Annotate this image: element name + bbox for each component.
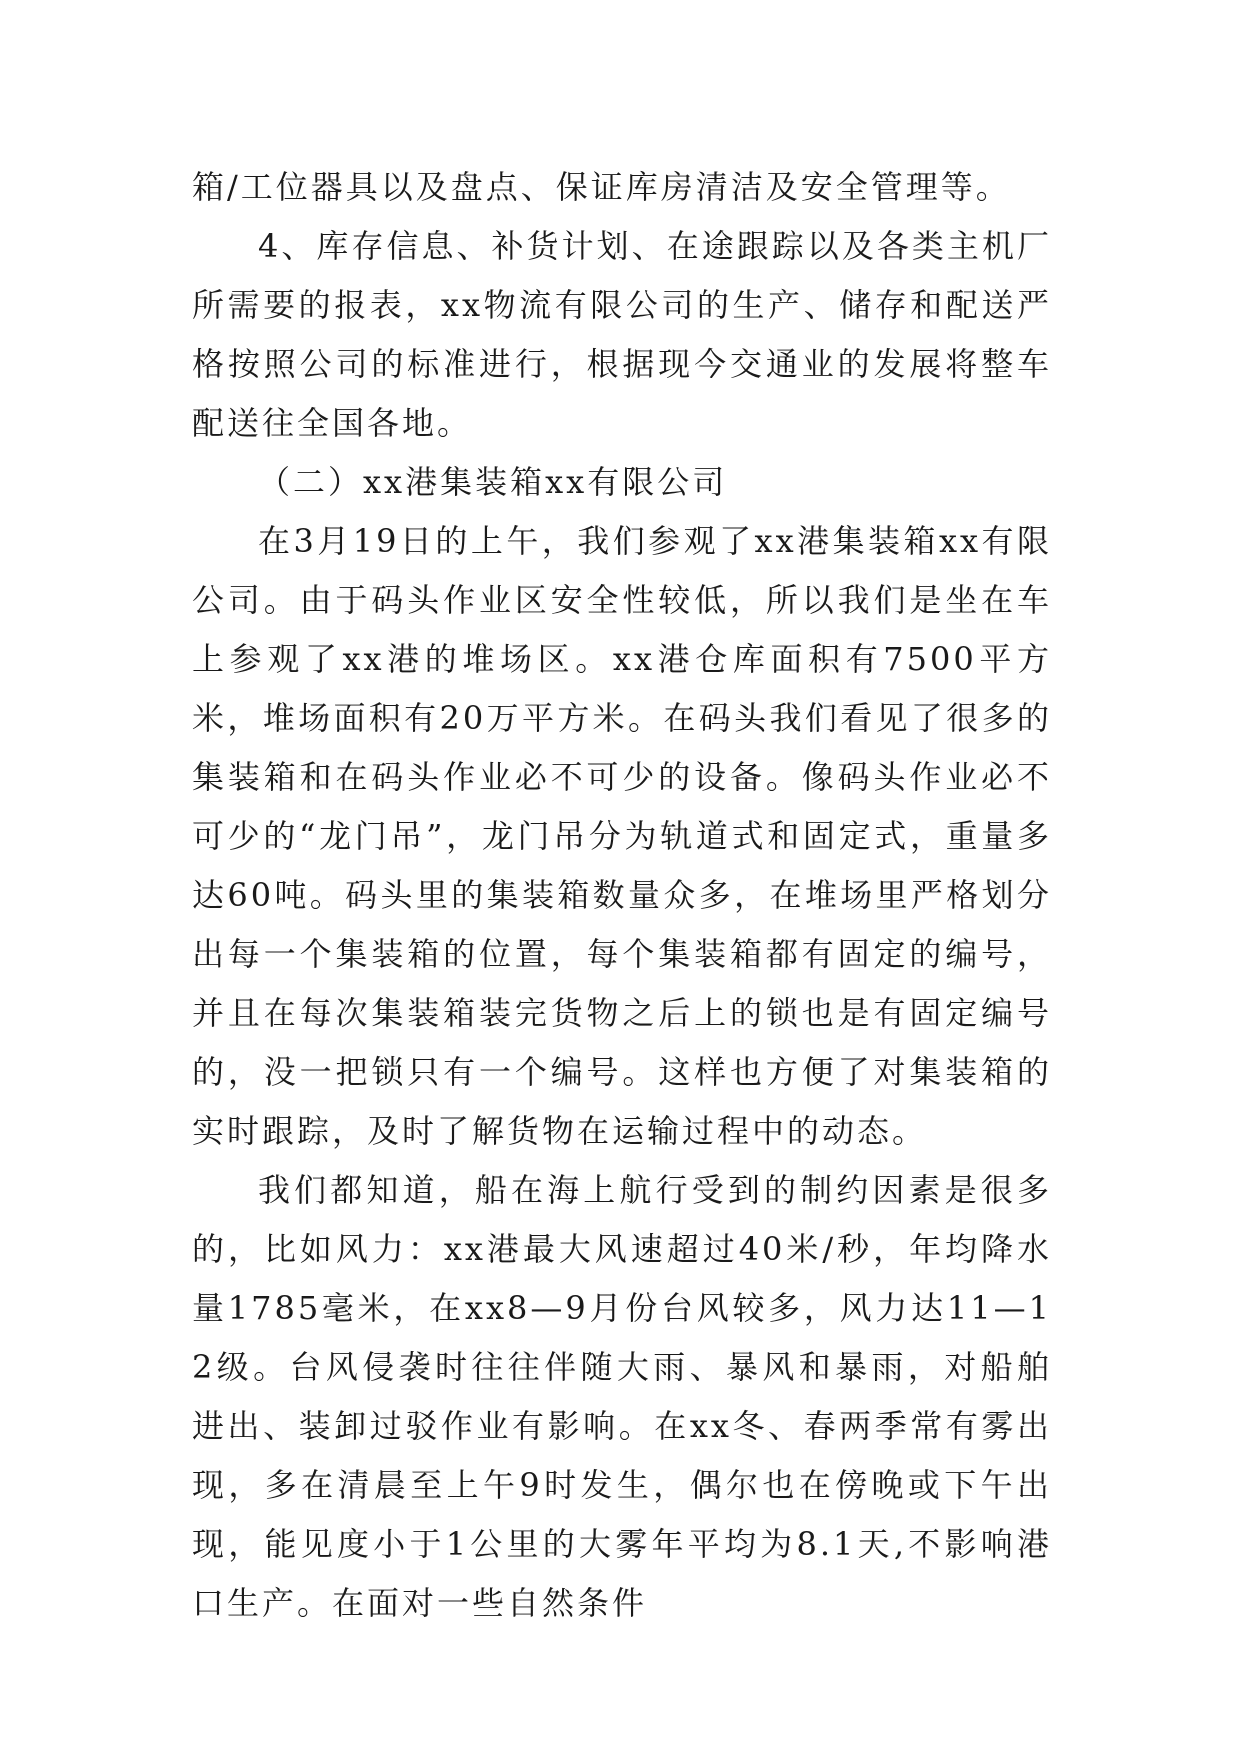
section-heading: （二）xx港集装箱xx有限公司 [258, 463, 728, 501]
paragraph-visit: 在3月19日的上午，我们参观了xx港集装箱xx有限公司。由于码头作业区安全性较低，所以我们是坐在车上参观了xx港的堆场区。xx港仓库面积有7500平方米，堆场面积有20万平方米。在码头我们看见了很多的集装箱和在码头作业必不可少的设备。像码头作业必不可少的“龙门吊”，龙门吊分为轨道式和固定式，重量多达60吨。码头里的集装箱数量众多，在堆场里严格划分出每一个集装箱的位置，每个集装箱都有固定的编号，并且在每次集装箱装完货物之后上的锁也是有固定编号的，没一把锁只有一个编号。这样也方便了对集装箱的实时跟踪，及时了解货物在运输过程中的动态。 [192, 522, 1052, 1150]
document-body [192, 158, 1052, 1633]
paragraph-item-4: 4、库存信息、补货计划、在途跟踪以及各类主机厂所需要的报表，xx物流有限公司的生产、储存和配送严格按照公司的标准进行，根据现今交通业的发展将整车配送往全国各地。 [192, 227, 1052, 442]
paragraph-continued: 箱/工位器具以及盘点、保证库房清洁及安全管理等。 [192, 168, 1011, 206]
paragraph-weather: 我们都知道，船在海上航行受到的制约因素是很多的，比如风力：xx港最大风速超过40米/秒，年均降水量1785毫米，在xx8—9月份台风较多，风力达11—12级。台风侵袭时往往伴随大雨、暴风和暴雨，对船舶进出、装卸过驳作业有影响。在xx冬、春两季常有雾出现，多在清晨至上午9时发生，偶尔也在傍晚或下午出现，能见度小于1公里的大雾年平均为8.1天,不影响港口生产。在面对一些自然条件 [192, 1171, 1052, 1622]
